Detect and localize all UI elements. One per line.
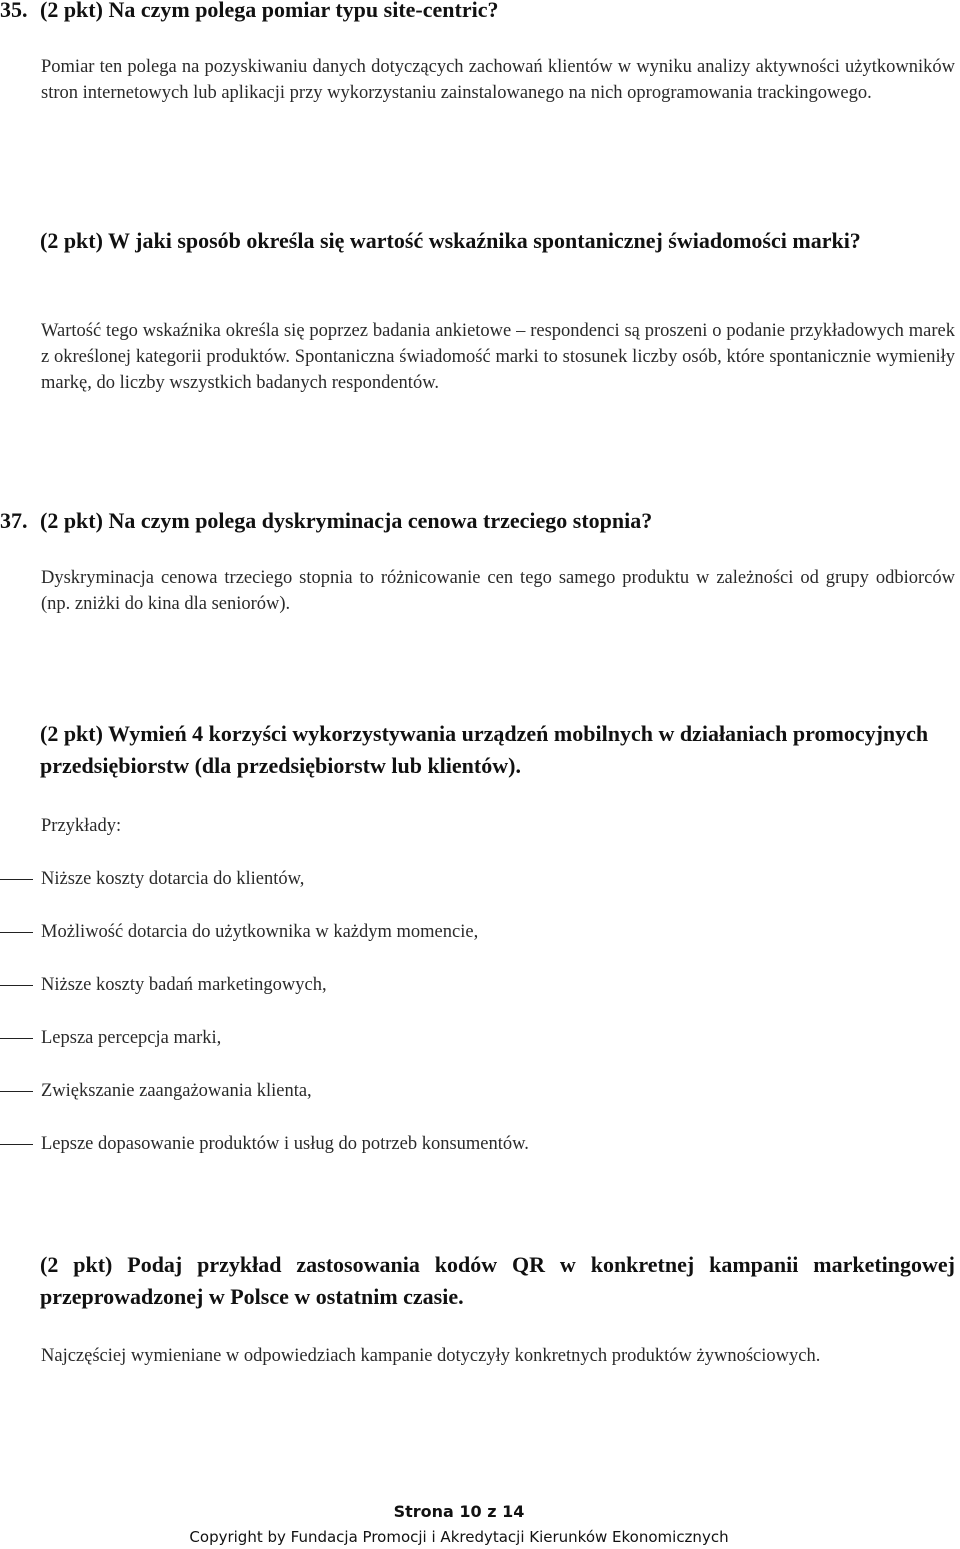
question-text: (2 pkt) Wymień 4 korzyści wykorzystywania urządzeń mobilnych w działaniach promocyjnych przedsiębiorstw (dla przedsiębiorstw lub klientów). xyxy=(40,721,929,778)
list-item-text: Lepsza percepcja marki, xyxy=(41,1028,222,1048)
question-number: 35. xyxy=(0,0,28,22)
list-item-text: Lepsze dopasowanie produktów i usług do potrzeb konsumentów. xyxy=(41,1134,529,1154)
dash-bullet-icon xyxy=(0,932,33,933)
question-36-answer: Wartość tego wskaźnika określa się poprzez badania ankietowe – respondenci są proszeni o podanie przykładowych marek z określonej kategorii produktów. Spontaniczna świadomość marki to stosunek liczby osób, które spontanicznie wymieniły markę, do liczby wszystkich badanych respondentów. xyxy=(41,321,955,393)
list-item xyxy=(0,1025,960,1051)
question-37-answer: Dyskryminacja cenowa trzeciego stopnia to różnicowanie cen tego samego produktu w zależności od grupy odbiorców (np. zniżki do kina dla seniorów). xyxy=(41,568,955,614)
list-item xyxy=(0,1078,960,1104)
question-number xyxy=(0,718,40,750)
question-text: (2 pkt) W jaki sposób określa się wartość wskaźnika spontanicznej świadomości marki? xyxy=(40,228,861,253)
question-38-intro: Przykłady: xyxy=(41,816,122,836)
list-item xyxy=(0,919,960,945)
page-number: Strona 10 z 14 xyxy=(393,1502,525,1521)
dash-bullet-icon xyxy=(0,879,33,880)
question-number xyxy=(0,1249,40,1281)
dash-bullet-icon xyxy=(0,1038,33,1039)
dash-bullet-icon xyxy=(0,1144,33,1145)
question-39-title xyxy=(0,1249,955,1313)
dash-bullet-icon xyxy=(0,1091,33,1092)
question-text: (2 pkt) Na czym polega dyskryminacja cenowa trzeciego stopnia? xyxy=(40,508,653,533)
question-38-title xyxy=(0,718,955,782)
list-item xyxy=(0,1131,960,1157)
question-number xyxy=(0,225,40,257)
question-37-title xyxy=(0,505,955,537)
question-39-answer: Najczęściej wymieniane w odpowiedziach kampanie dotyczyły konkretnych produktów żywnościowych. xyxy=(41,1346,821,1366)
list-item xyxy=(0,866,960,892)
question-text: (2 pkt) Na czym polega pomiar typu site-centric? xyxy=(40,0,499,22)
list-item-text: Niższe koszty dotarcia do klientów, xyxy=(41,869,305,889)
list-item xyxy=(0,972,960,998)
question-number: 37. xyxy=(0,508,28,533)
question-35-title xyxy=(0,0,955,26)
question-36-title xyxy=(0,225,955,257)
list-item-text: Zwiększanie zaangażowania klienta, xyxy=(41,1081,312,1101)
dash-bullet-icon xyxy=(0,985,33,986)
question-text: (2 pkt) Podaj przykład zastosowania kodów QR w konkretnej kampanii marketingowej przeprowadzonej w Polsce w ostatnim czasie. xyxy=(40,1252,955,1309)
list-item-text: Niższe koszty badań marketingowych, xyxy=(41,975,327,995)
question-35-answer: Pomiar ten polega na pozyskiwaniu danych dotyczących zachowań klientów w wyniku analizy aktywności użytkowników stron internetowych lub aplikacji przy wykorzystaniu zainstalowanego na nich oprogramowania trackingowego. xyxy=(41,57,955,103)
list-item-text: Możliwość dotarcia do użytkownika w każdym momencie, xyxy=(41,922,479,942)
copyright-notice: Copyright by Fundacja Promocji i Akredytacji Kierunków Ekonomicznych xyxy=(189,1528,729,1546)
